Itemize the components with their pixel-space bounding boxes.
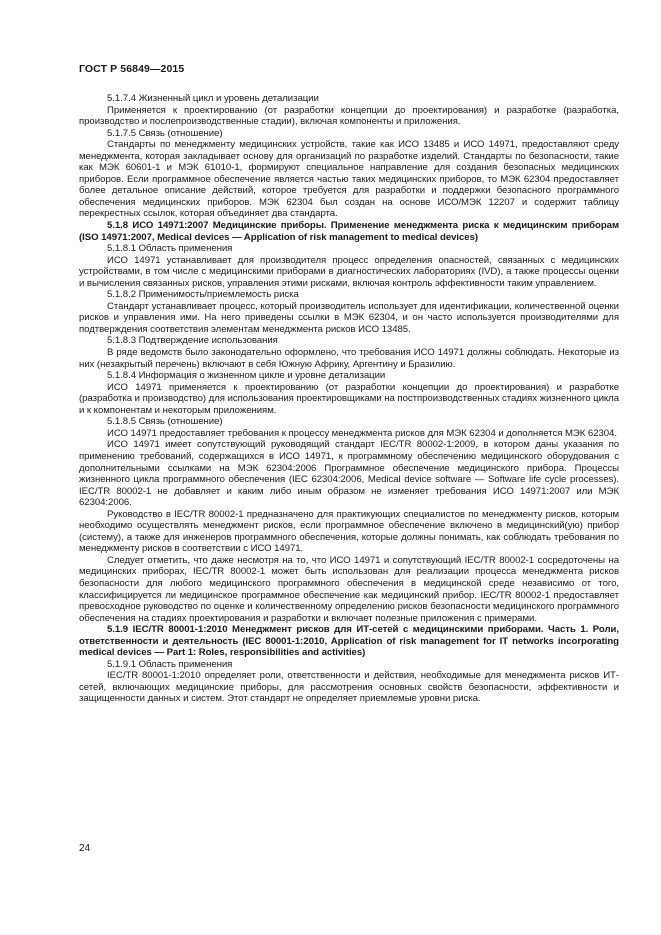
document-header: ГОСТ Р 56849—2015: [79, 63, 185, 75]
paragraph: Стандарт устанавливает процесс, который производитель использует для идентификации, количественной оценки рисков и управления ими. На него приведены ссылки в МЭК 62304, и он часто используется производителями для подтверждения соответствия элементам менеджмента рисков ИСО 13485.: [79, 300, 619, 335]
paragraph: 5.1.8.2 Применимость/приемлемость риска: [107, 289, 299, 301]
paragraph: ИСО 14971 предоставляет требования к процессу менеджмента рисков для МЭК 62304 и дополняется МЭК 62304.: [107, 427, 617, 439]
section-heading: 5.1.9 IEC/TR 80001-1:2010 Менеджмент рисков для ИТ-сетей с медицинскими приборами. Часть 1. Роли, ответственности и деятельность (IEC 80001-1:2010, Application of risk management for IT networks incorporating medical devices — Part 1: Roles, responsibilities and activities): [79, 624, 619, 659]
paragraph: Следует отметить, что даже несмотря на то, что ИСО 14971 и сопутствующий IEC/TR 80002-1 сосредоточены на медицинских приборах, IEC/TR 80002-1 может быть использован для реализации процесса менеджмента рисков безопасности для любого медицинского программного обеспечения в медицинской среде независимо от того, классифицируется ли медицинское программное обеспечение как медицинский прибор. IEC/TR 80002-1 предоставляет превосходное руководство по оценке и количественному определению рисков безопасности медицинского программного обеспечения на стадиях проектирования и разработки и включает полезные приложения с примерами.: [79, 554, 619, 624]
paragraph: ИСО 14971 устанавливает для производителя процесс определения опасностей, связанных с медицинских устройствами, в том числе с медицинскими приборами в диагностических лабораториях (IVD), а также процессы оценки и вычисления связанных рисков, управления этими рисками, включая контроль эффективности таким управлением.: [79, 254, 619, 289]
section-heading: 5.1.8 ИСО 14971:2007 Медицинские приборы. Применение менеджмента риска к медицинским приборам (ISO 14971:2007, Medical devices — Application of risk management to medical devices): [79, 220, 619, 243]
paragraph: Руководство в IEC/TR 80002-1 предназначено для практикующих специалистов по менеджменту рисков, которым необходимо осуществлять менеджмент рисков, если программное обеспечение включено в медицинский(ую) прибор (систему), а также для инженеров программного обеспечения, которые должны понимать, как соблюдать требования по менеджменту рисков в соответствии с ИСО 14971.: [79, 508, 619, 555]
paragraph: 5.1.8.4 Информация о жизненном цикле и уровне детализации: [107, 370, 386, 382]
paragraph: ИСО 14971 применяется к проектированию (от разработки концепции до проектирования) и разработке (разработка и производство) для использования проектировщиками на постпроизводственных стадиях жизненного цикла и к компонентам и некоторым приложениям.: [79, 381, 619, 416]
paragraph: Применяется к проектированию (от разработки концепции до проектирования) и разработке (разработка, производство и послепроизводственные стадии), включая компоненты и приложения.: [79, 104, 619, 128]
document-body: [79, 93, 619, 705]
page-number: 24: [79, 843, 91, 854]
paragraph: ИСО 14971 имеет сопутствующий руководящий стандарт IEC/TR 80002-1:2009, в котором даны указания по применению требований, содержащихся в ИСО 14971, к программному обеспечению медицинского оборудования с дополнительными ссылками на МЭК 62304:2006 Программное обеспечение медицинского прибора. Процессы жизненного цикла программного обеспечения (IEC 62304:2006, Medical device software — Software life cycle processes). IEC/TR 80002-1 не добавляет и каким либо иным образом не изменяет требования ИСО 14971:2007 или МЭК 62304:2006.: [79, 439, 619, 509]
paragraph: Стандарты по менеджменту медицинских устройств, такие как ИСО 13485 и ИСО 14971, предоставляют среду менеджмента, которая закладывает основу для организаций по разработке изделий. Стандарты по безопасности, такие как МЭК 60601-1 и МЭК 61010-1, формируют специальное направление для создания безопасных медицинских приборов. Если программное обеспечение является частью таких медицинских приборов, то МЭК 62304 предоставляет более детальное описание действий, которое требуется для разработки и поддержки безопасного программного обеспечения медицинских приборов. МЭК 62304 был создан на основе ИСО/МЭК 12207 и содержит таблицу перекрестных ссылок, которая объединяет два стандарта.: [79, 139, 619, 220]
paragraph: IEC/TR 80001-1:2010 определяет роли, ответственности и действия, необходимые для менеджмента рисков ИТ-сетей, включающих медицинские приборы, для рассмотрения основных свойств безопасности, эффективности и защищенности данных и систем. Этот стандарт не определяет приемлемые уровни риска.: [79, 670, 619, 705]
paragraph: В ряде ведомств было законодательно оформлено, что требования ИСО 14971 должны соблюдать. Некоторые из них (незакрытый перечень) включают в себя Южную Африку, Аргентину и Бразилию.: [79, 347, 619, 370]
paragraph: 5.1.7.4 Жизненный цикл и уровень детализации: [107, 93, 319, 104]
paragraph: 5.1.8.3 Подтверждение использования: [107, 335, 278, 347]
paragraph: 5.1.8.5 Связь (отношение): [107, 416, 223, 428]
paragraph: 5.1.8.1 Область применения: [107, 243, 233, 255]
paragraph: 5.1.9.1 Область применения: [107, 658, 233, 670]
paragraph: 5.1.7.5 Связь (отношение): [107, 127, 223, 139]
